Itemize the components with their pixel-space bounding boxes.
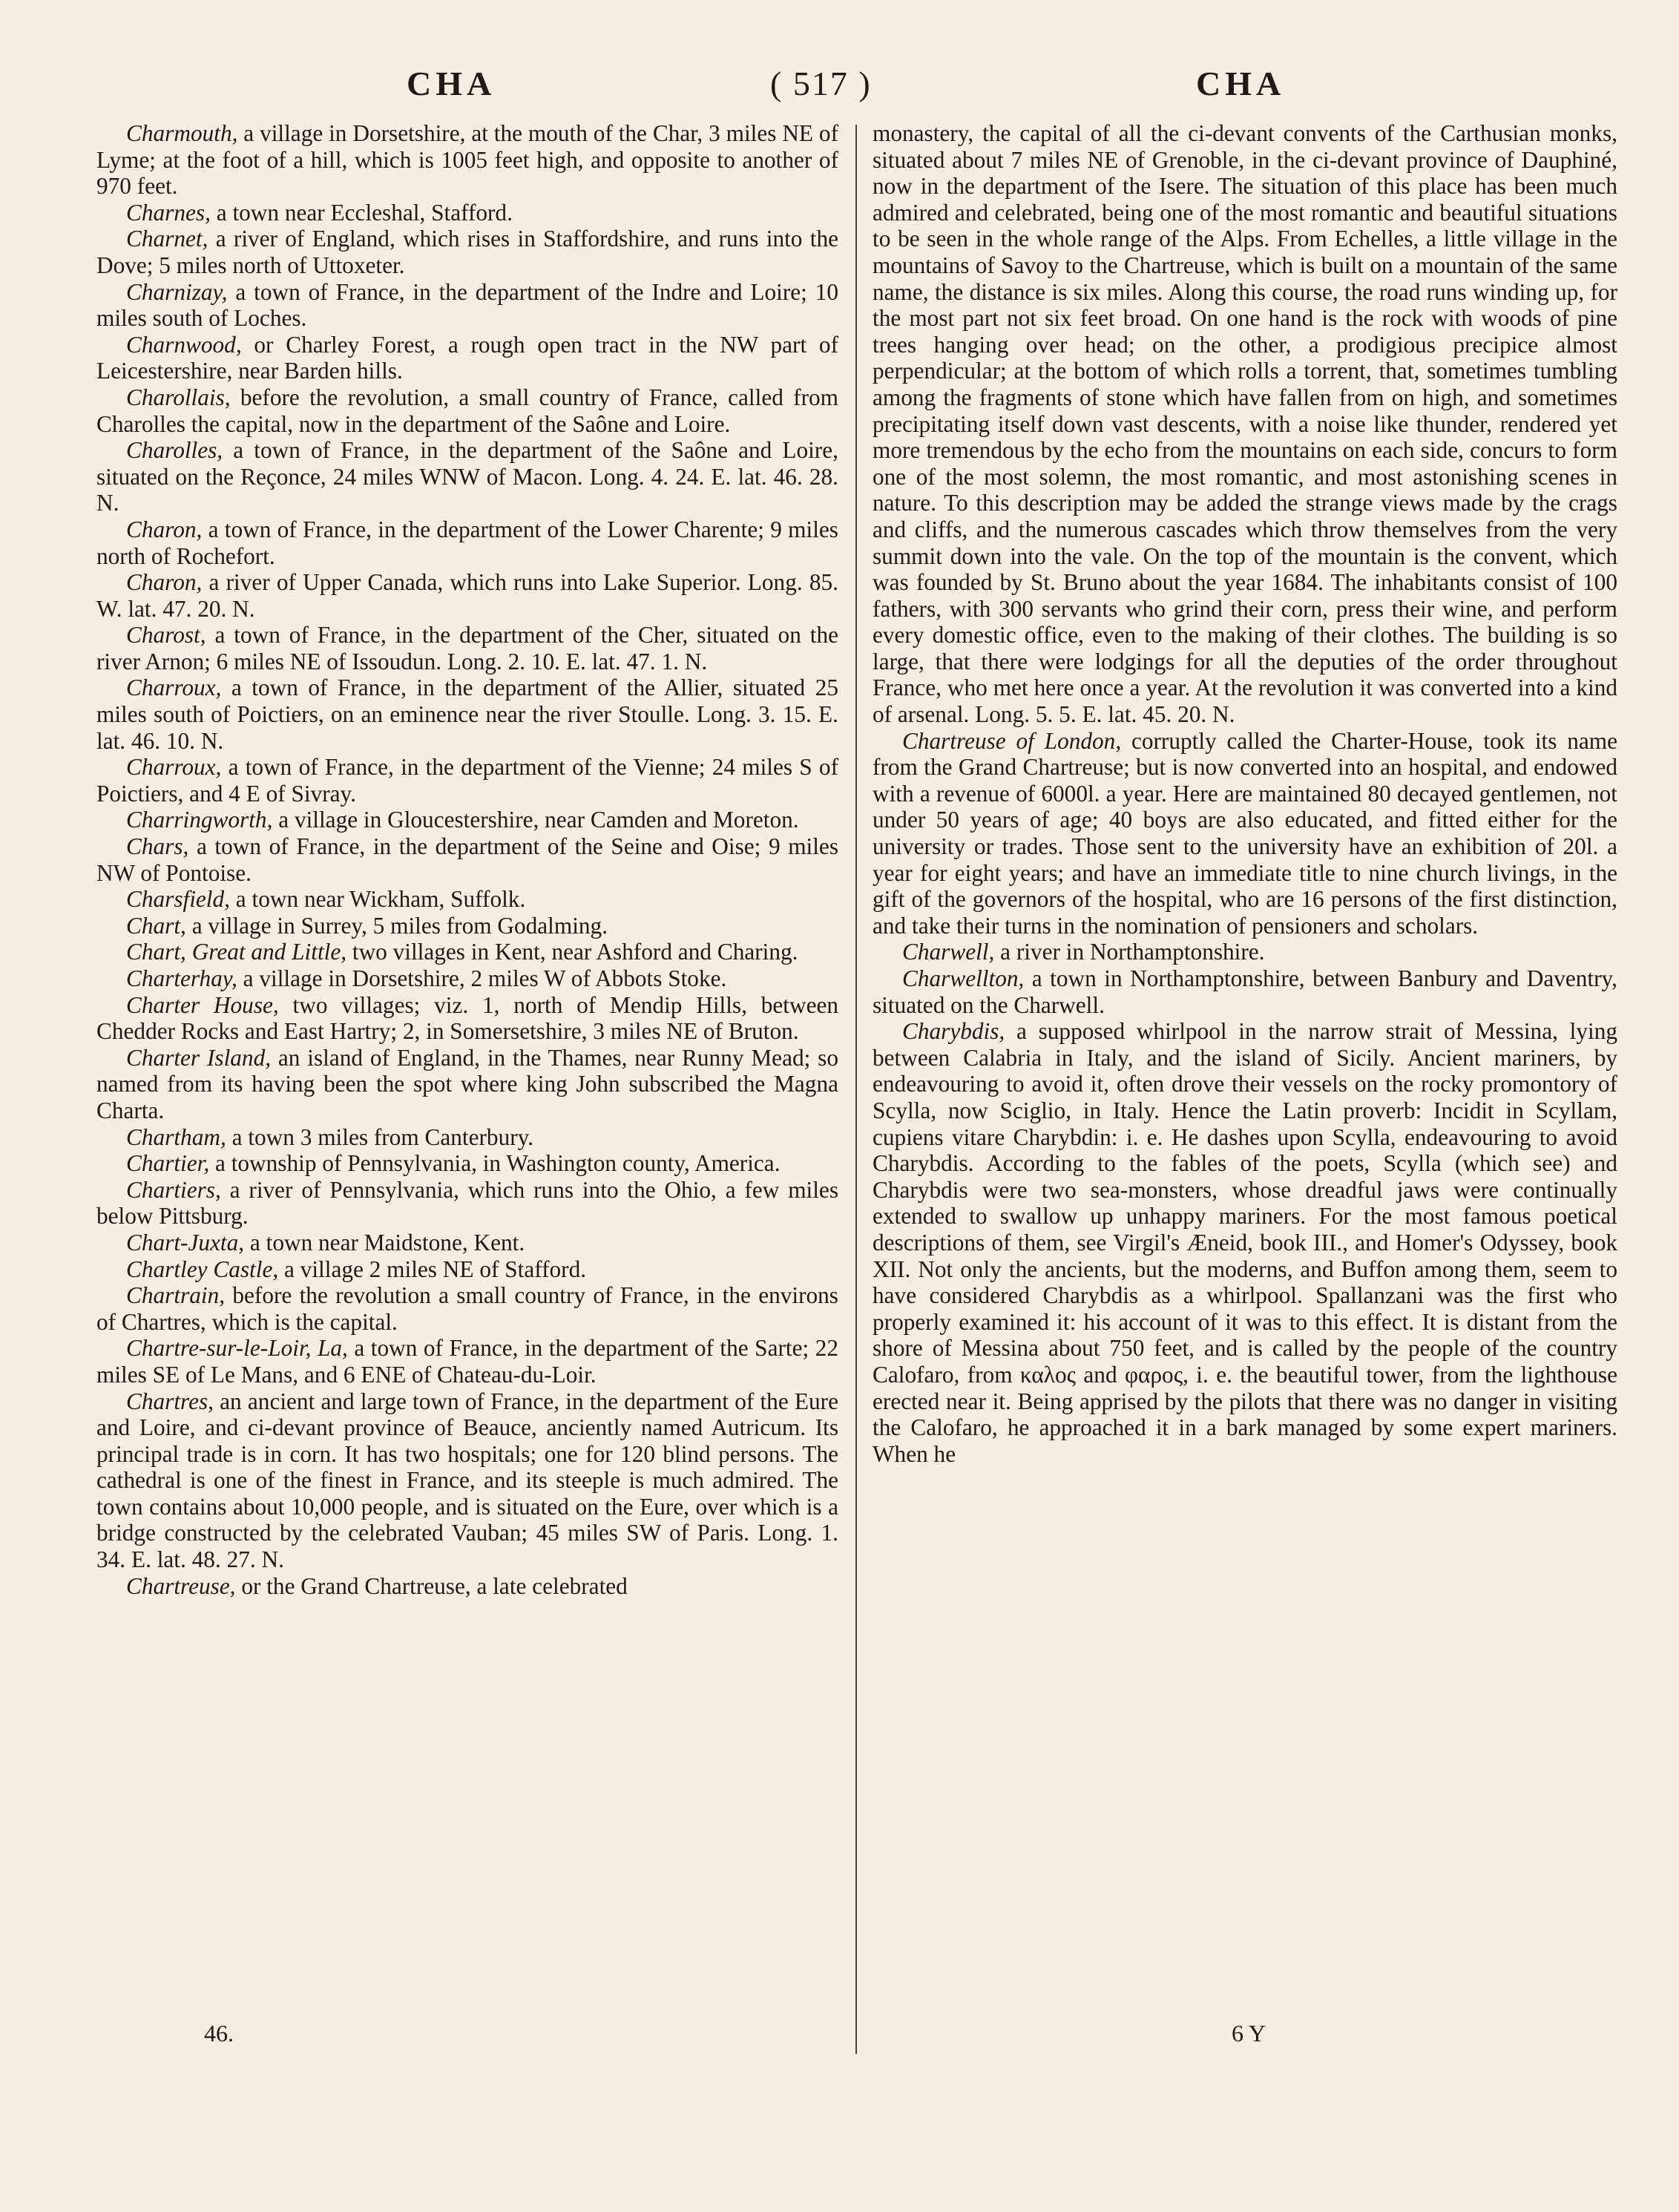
entry-headword: Charwellton, <box>902 965 1025 991</box>
entry-text: a town of France, in the department of the Sarte; 22 miles SE of Le Mans, and 6 ENE of Chateau-du-Loir. <box>96 1335 838 1388</box>
running-head <box>0 64 1679 108</box>
entry-headword: Charnet, <box>126 226 208 252</box>
gazetteer-entry <box>96 200 838 226</box>
entry-headword: Chartiers, <box>126 1176 221 1203</box>
entry-headword: Chartreuse of London, <box>902 727 1122 754</box>
entry-headword: Charter Island, <box>126 1044 272 1071</box>
gazetteer-entry <box>96 992 838 1045</box>
entry-headword: Charringworth, <box>126 807 273 833</box>
entry-text: a town of France, in the department of the Vienne; 24 miles S of Poictiers, and 4 E of Sivray. <box>96 754 838 807</box>
gazetteer-entry <box>96 913 838 939</box>
entry-headword: Charroux, <box>126 754 222 781</box>
entry-text: a river of Upper Canada, which runs into Lake Superior. Long. 85. W. lat. 47. 20. N. <box>96 569 838 622</box>
gazetteer-entry <box>96 226 838 278</box>
right-column <box>873 120 1617 1467</box>
entry-text: a town of France, in the department of the Saône and Loire, situated on the Reçonce, 24 miles WNW of Macon. Long. 4. 24. E. lat. 46. 28. N. <box>96 437 838 516</box>
gazetteer-entry <box>873 939 1617 965</box>
page-number: ( 517 ) <box>770 65 872 102</box>
entry-headword: Chars, <box>126 833 189 860</box>
entry-headword: Charon, <box>126 516 203 542</box>
gazetteer-entry <box>873 120 1617 728</box>
gazetteer-entry <box>96 675 838 754</box>
entry-headword: Charroux, <box>126 675 222 701</box>
entry-text: two villages in Kent, near Ashford and Charing. <box>346 939 798 965</box>
entry-text: or Charley Forest, a rough open tract in the NW part of Leicestershire, near Barden hills. <box>96 331 838 384</box>
gazetteer-entry <box>96 965 838 992</box>
gazetteer-entry <box>873 728 1617 939</box>
entry-headword: Charwell, <box>902 939 995 965</box>
entry-headword: Chartham, <box>126 1123 226 1150</box>
entry-text: a village in Gloucestershire, near Camden and Moreton. <box>272 807 799 833</box>
folio-mark: 6 Y <box>1232 2020 1266 2047</box>
entry-text: a town of France, in the department of the Indre and Loire; 10 miles south of Loches. <box>96 278 838 332</box>
entry-text: before the revolution a small country of France, in the environs of Chartres, which is the capital. <box>96 1282 838 1335</box>
entry-text: a river of England, which rises in Staffordshire, and runs into the Dove; 5 miles north of Uttoxeter. <box>96 226 838 278</box>
gazetteer-entry <box>96 1230 838 1256</box>
entry-text: a town of France, in the department of the Allier, situated 25 miles south of Poictiers, on an eminence near the river Stoulle. Long. 3. 15. E. lat. 46. 10. N. <box>96 675 838 754</box>
gazetteer-entry <box>96 120 838 200</box>
entry-headword: Chart, Great and Little, <box>126 939 347 965</box>
entry-headword: Chartley Castle, <box>126 1256 279 1282</box>
gazetteer-entry <box>96 1177 838 1230</box>
entry-text: a village in Dorsetshire, 2 miles W of Abbots Stoke. <box>237 965 727 991</box>
entry-headword: Chart-Juxta, <box>126 1229 245 1256</box>
entry-text: a supposed whirlpool in the narrow strait of Messina, lying between Calabria in Italy, and the island of Sicily. Ancient mariners, by endeavouring to avoid it, often drove their vessels on the rocky promontory of Scylla, now Sciglio, in Italy. Hence the Latin proverb: Incidit in Scyllam, cupiens vitare Charybdin: i. e. He dashes upon Scylla, endeavouring to avoid Charybdis. According to the fables of the poets, Scylla (which see) and Charybdis were two sea-monsters, whose dreadful jaws were continually extended to swallow up unhappy mariners. For the most famous poetical descriptions of them, see Virgil's Æneid, book III., and Homer's Odyssey, book XII. Not only the ancients, but the moderns, and Buffon among them, seem to have considered Charybdis as a whirlpool. Spallanzani was the first who properly examined it: his account of it was to this effect. It is distant from the shore of Messina about 750 feet, and is called by the people of the country Calofaro, from καλος and φαρος, i. e. the beautiful tower, from the lighthouse erected near it. Being apprised by the pilots that there was no danger in visiting the Calofaro, he approached it in a bark managed by some expert mariners. When he <box>873 1018 1617 1467</box>
entry-text: a town 3 miles from Canterbury. <box>226 1123 534 1150</box>
gazetteer-entry <box>96 833 838 886</box>
entry-text: a village 2 miles NE of Stafford. <box>278 1256 587 1282</box>
entry-headword: Charybdis, <box>902 1018 1005 1045</box>
left-column <box>96 120 838 1599</box>
running-head-right: CHA <box>1196 65 1286 102</box>
entry-text: a township of Pennsylvania, in Washington county, America. <box>209 1150 781 1177</box>
entry-headword: Charsfield, <box>126 886 230 913</box>
gazetteer-entry <box>96 1335 838 1388</box>
gazetteer-entry <box>96 569 838 622</box>
entry-text: before the revolution, a small country of France, called from Charolles the capital, now in the department of the Saône and Loire. <box>96 384 838 437</box>
gazetteer-entry <box>873 965 1617 1018</box>
entry-text: an island of England, in the Thames, near Runny Mead; so named from its having been the spot where king John subscribed the Magna Charta. <box>96 1044 838 1123</box>
gazetteer-entry <box>96 1282 838 1335</box>
entry-text: a river of Pennsylvania, which runs into the Ohio, a few miles below Pittsburg. <box>96 1176 838 1230</box>
gazetteer-entry <box>96 1045 838 1124</box>
entry-headword: Charollais, <box>126 384 231 410</box>
entry-headword: Chartier, <box>126 1150 210 1177</box>
entry-text: a town in Northamptonshire, between Banbury and Daventry, situated on the Charwell. <box>873 965 1617 1018</box>
gazetteer-entry <box>96 1124 838 1151</box>
entry-text: a town near Wickham, Suffolk. <box>229 886 526 913</box>
entry-headword: Chart, <box>126 912 186 939</box>
gazetteer-entry <box>96 279 838 332</box>
gazetteer-entry <box>96 807 838 833</box>
gazetteer-entry <box>96 384 838 437</box>
entry-headword: Chartreuse, <box>126 1572 236 1599</box>
entry-headword: Chartres, <box>126 1388 214 1414</box>
running-head-left: CHA <box>407 65 496 102</box>
entry-headword: Charolles, <box>126 437 223 464</box>
gazetteer-entry <box>96 1150 838 1177</box>
entry-text: two villages; viz. 1, north of Mendip Hills, between Chedder Rocks and East Hartry; 2, in Somersetshire, 3 miles NE of Bruton. <box>96 991 838 1045</box>
gazetteer-entry <box>873 1018 1617 1467</box>
gazetteer-entry <box>96 437 838 516</box>
entry-headword: Charnes, <box>126 199 211 226</box>
gazetteer-entry <box>96 886 838 913</box>
entry-headword: Charost, <box>126 622 206 649</box>
entry-headword: Charmouth, <box>126 120 238 146</box>
gazetteer-entry <box>96 939 838 965</box>
entry-headword: Charterhay, <box>126 965 237 991</box>
entry-text: or the Grand Chartreuse, a late celebrated <box>235 1572 628 1599</box>
signature-mark: 46. <box>204 2020 234 2047</box>
entry-headword: Charnwood, <box>126 331 242 358</box>
gazetteer-entry <box>96 1388 838 1573</box>
entry-text: corruptly called the Charter-House, took its name from the Grand Chartreuse; but is now converted into an hospital, and endowed with a revenue of 6000l. a year. Here are maintained 80 decayed gentlemen, not under 50 years of age; 40 boys are also educated, and fitted either for the university or trades. Those sent to the university have an exhibition of 20l. a year for eight years; and have an immediate title to nine church livings, in the gift of the governors of the hospital, who are 16 persons of the first distinction, and take their turns in the nomination of pensioners and scholars. <box>873 727 1617 939</box>
entry-text: a town of France, in the department of the Cher, situated on the river Arnon; 6 miles NE of Issoudun. Long. 2. 10. E. lat. 47. 1. N. <box>96 622 838 675</box>
gazetteer-entry <box>96 1256 838 1283</box>
entry-headword: Charter House, <box>126 991 279 1018</box>
gazetteer-entry <box>96 1573 838 1600</box>
entry-text: a village in Surrey, 5 miles from Godalming. <box>185 912 608 939</box>
entry-headword: Charnizay, <box>126 278 228 305</box>
gazetteer-entry <box>96 622 838 675</box>
entry-headword: Chartre-sur-le-Loir, La, <box>126 1335 348 1362</box>
gazetteer-entry <box>96 754 838 807</box>
entry-text: a town of France, in the department of the Lower Charente; 9 miles north of Rochefort. <box>96 516 838 569</box>
entry-text: a river in Northamptonshire. <box>994 939 1265 965</box>
column-divider <box>855 125 857 2054</box>
entry-headword: Chartrain, <box>126 1282 226 1309</box>
entry-text: an ancient and large town of France, in the department of the Eure and Loire, and ci-devant province of Beauce, anciently named Autricum. Its principal trade is in corn. It has two hospitals; one for 120 blind persons. The cathedral is one of the finest in France, and its steeple is much admired. The town contains about 10,000 people, and is situated on the Eure, over which is a bridge constructed by the celebrated Vauban; 45 miles SW of Paris. Long. 1. 34. E. lat. 48. 27. N. <box>96 1388 838 1573</box>
entry-text: a town of France, in the department of the Seine and Oise; 9 miles NW of Pontoise. <box>96 833 838 886</box>
entry-headword: Charon, <box>126 569 203 596</box>
entry-text: a village in Dorsetshire, at the mouth of the Char, 3 miles NE of Lyme; at the foot of a hill, which is 1005 feet high, and opposite to another of 970 feet. <box>96 120 838 200</box>
entry-text: a town near Maidstone, Kent. <box>244 1229 525 1256</box>
gazetteer-entry <box>96 516 838 569</box>
entry-text: a town near Eccleshal, Stafford. <box>210 199 513 226</box>
entry-text: monastery, the capital of all the ci-devant convents of the Carthusian monks, situated about 7 miles NE of Grenoble, in the ci-devant province of Dauphiné, now in the department of the Isere. The situation of this place has been much admired and celebrated, being one of the most romantic and beautiful situations to be seen in the whole range of the Alps. From Echelles, a little village in the mountains of Savoy to the Chartreuse, which is built on a mountain of the same name, the distance is six miles. Along this course, the road runs winding up, for the most part not six feet broad. On one hand is the rock with woods of pine trees hanging over head; on the other, a prodigious precipice almost perpendicular; at the bottom of which rolls a torrent, that, sometimes tumbling among the fragments of stone which have fallen from on high, and sometimes precipitating itself down vast descents, with a noise like thunder, rendered yet more tremendous by the echo from the mountains on each side, concurs to form one of the most solemn, the most romantic, and most astonishing scenes in nature. To this description may be added the strange views made by the crags and cliffs, and the numerous cascades which throw themselves from the very summit down into the vale. On the top of the mountain is the convent, which was founded by St. Bruno about the year 1684. The inhabitants consist of 100 fathers, with 300 servants who grind their corn, press their wine, and perform every domestic office, even to the making of their clothes. The building is so large, that there were lodgings for all the deputies of the order throughout France, who met here once a year. At the revolution it was converted into a kind of arsenal. Long. 5. 5. E. lat. 45. 20. N. <box>873 120 1617 728</box>
gazetteer-entry <box>96 332 838 384</box>
